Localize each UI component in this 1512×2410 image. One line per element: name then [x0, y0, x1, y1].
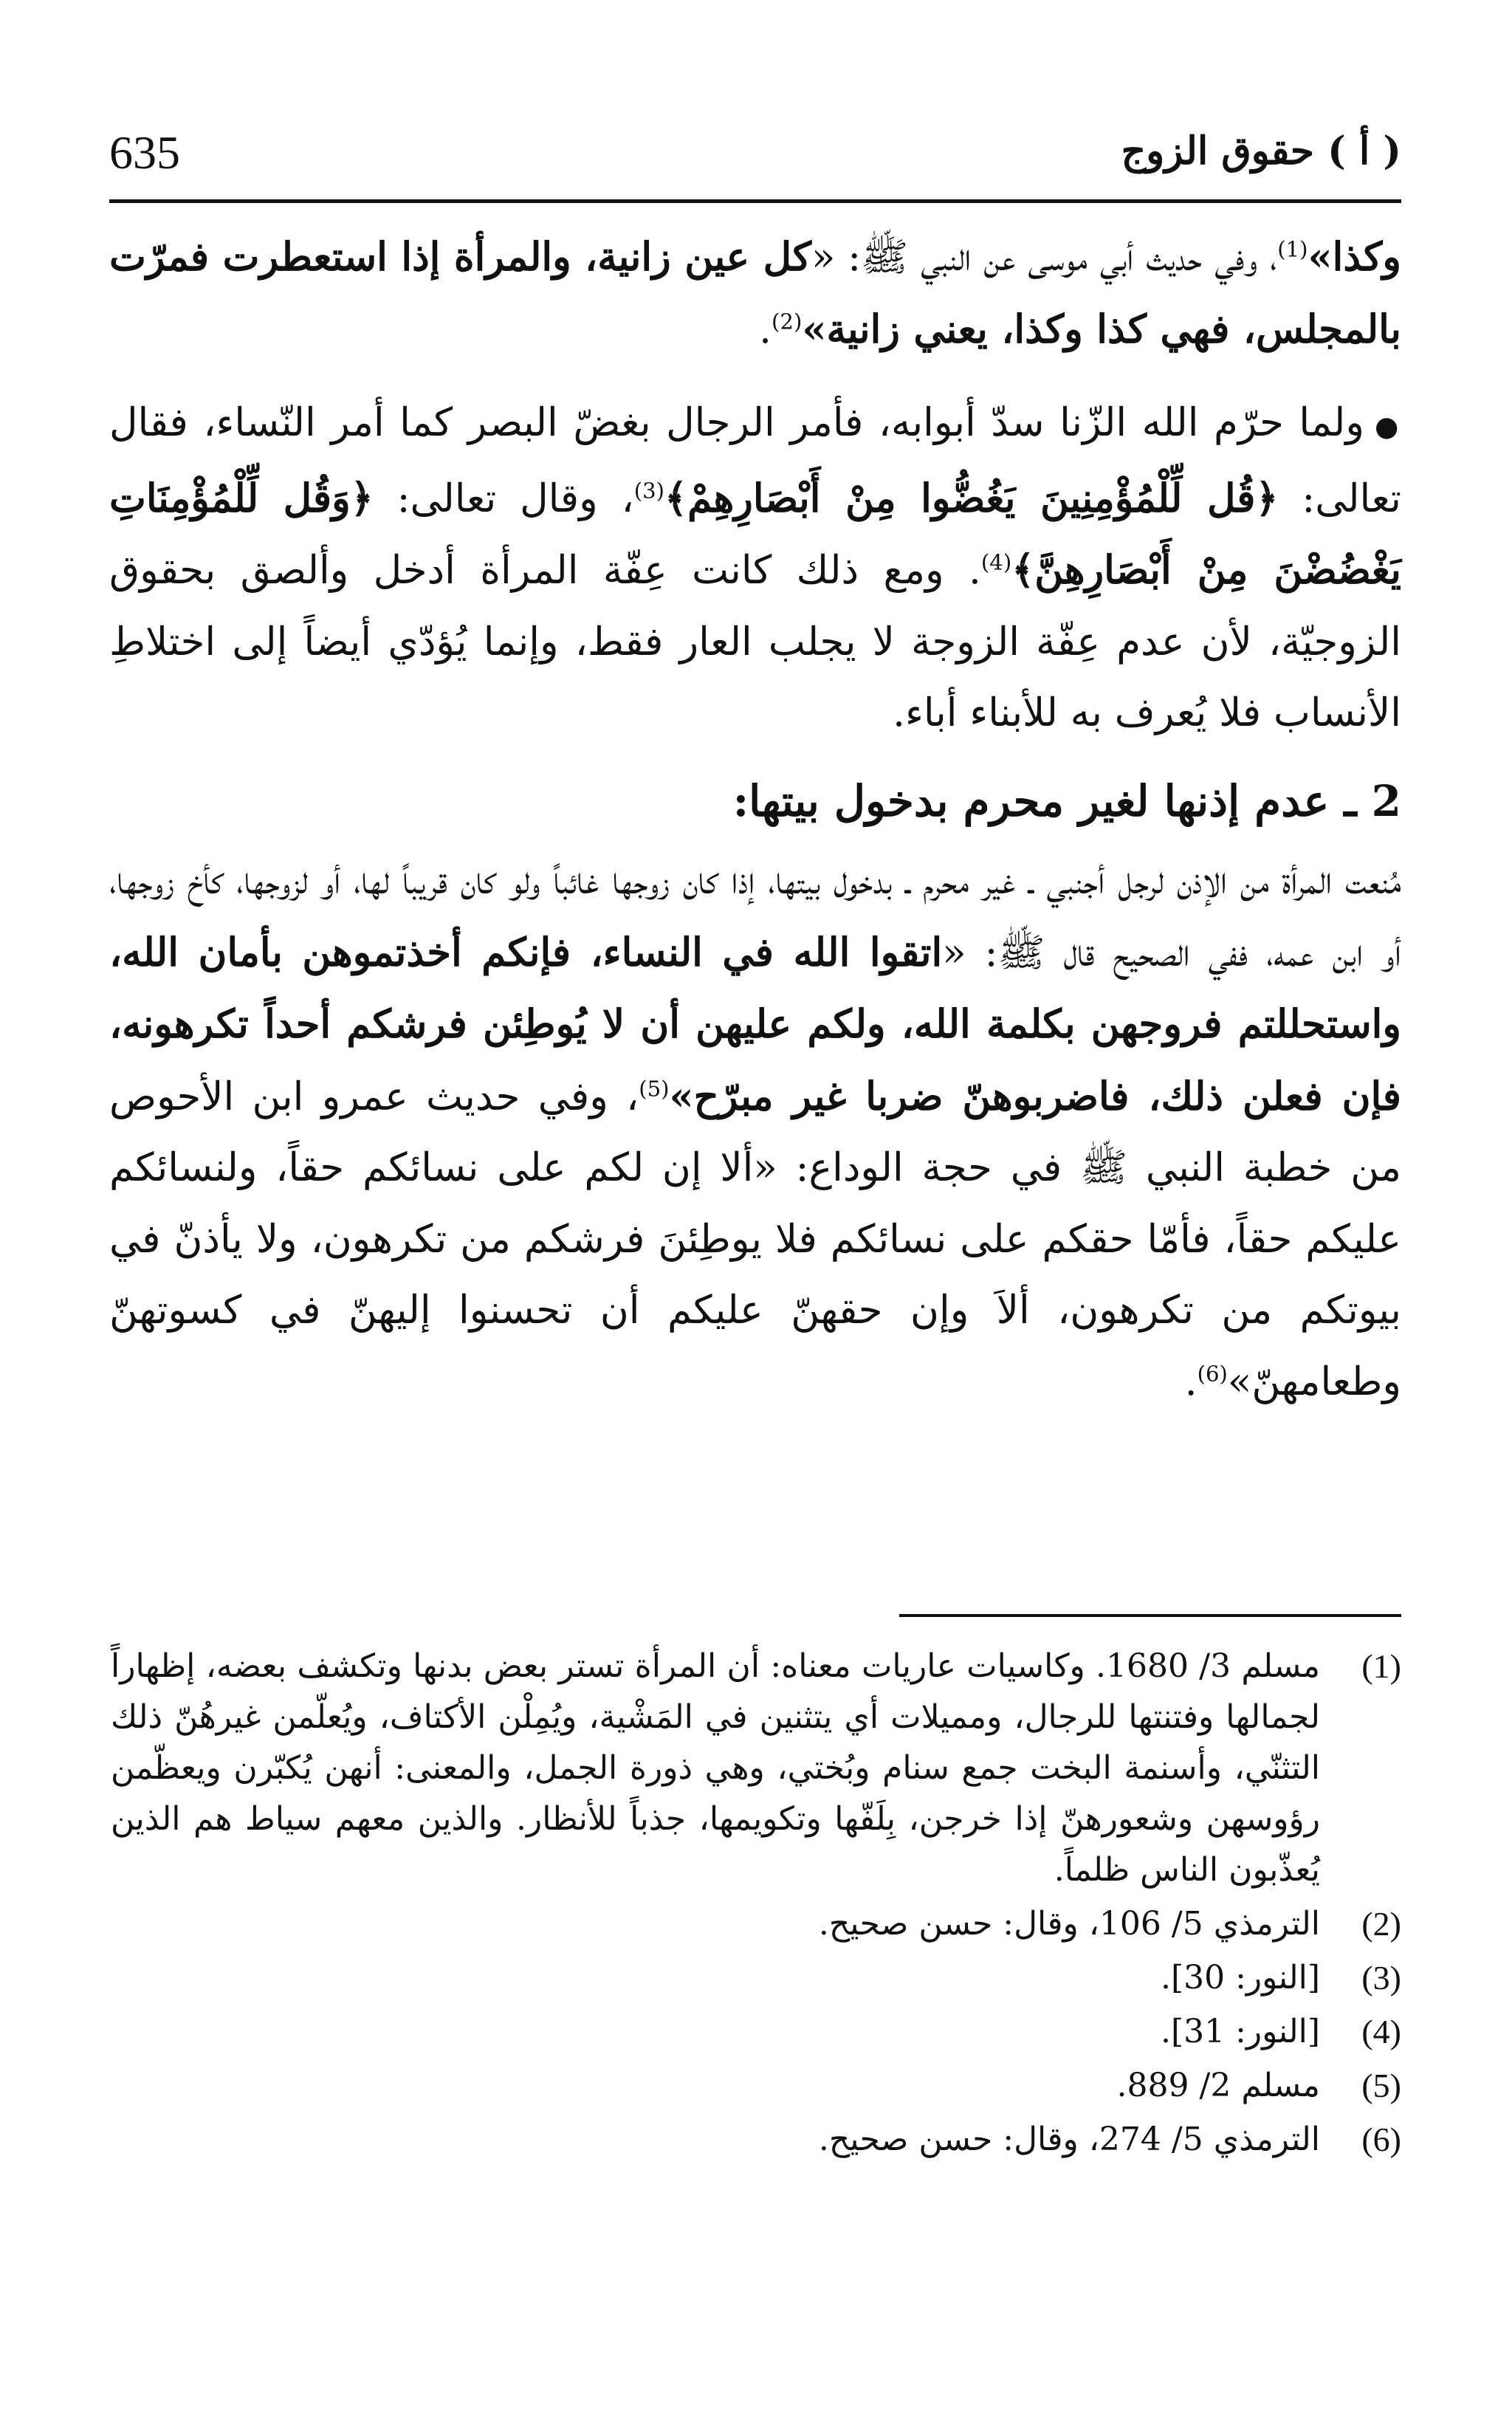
footnote-2	[111, 1898, 1401, 1949]
footnote-5	[111, 2060, 1401, 2111]
footnote-ref-2: (2)	[772, 308, 803, 334]
paragraph-2	[109, 388, 1401, 749]
text-run: . ومع ذلك كانت عِفّة المرأة أدخل وألصق بحقوق الزوجيّة، لأن عدم عِفّة الزوجة لا يجلب العار فقط، وإنما يُؤدّي أيضاً إلى اختلاطِ الأنساب فلا يُعرف به للأبناء أباء.	[109, 548, 1401, 735]
footnote-number: (2)	[1361, 1905, 1401, 1943]
bullet-icon: ●	[1374, 411, 1401, 442]
footnote-number: (5)	[1361, 2067, 1401, 2104]
text-run: ، وقال تعالى:	[373, 476, 634, 521]
footnote-text: [النور: 31].	[1160, 2013, 1320, 2050]
footnote-ref-6: (6)	[1197, 1360, 1228, 1386]
body-text	[109, 222, 1401, 1418]
footnote-1	[111, 1641, 1401, 1895]
text-run: مُنعت المرأة من الإذن لرجل أجنبي ـ غير محرم ـ بدخول بيتها، إذا كان زوجها غائباً ولو كان قريباً لها، أو لزوجها، كأخ زوجها، أو ابن عمه، ففي الصحيح قال ﷺ: «	[109, 858, 1401, 975]
footnote-text: الترمذي 5/ 274، وقال: حسن صحيح.	[818, 2121, 1320, 2158]
footnote-ref-4: (4)	[980, 549, 1012, 575]
footnote-number: (6)	[1361, 2121, 1401, 2158]
footnote-ref-3: (3)	[633, 477, 665, 503]
footnote-6	[111, 2114, 1401, 2165]
footnote-number: (3)	[1361, 1959, 1401, 1997]
footnote-4	[111, 2006, 1401, 2057]
page-number: 635	[109, 126, 180, 179]
paragraph-1	[109, 222, 1401, 365]
footnote-number: (4)	[1361, 2013, 1401, 2050]
footnote-number: (1)	[1361, 1647, 1401, 1685]
footnotes	[111, 1641, 1401, 2168]
running-title: ( أ ) حقوق الزوج	[1121, 128, 1401, 174]
text-run: ولما حرّم الله الزّنا سدّ أبوابه، فأمر الرجال بغضّ البصر كما أمر النّساء، فقال تعالى:	[109, 400, 1401, 521]
text-run: ، وفي حديث أبي موسى عن النبي ﷺ: «	[811, 235, 1278, 280]
page-header	[109, 112, 1401, 193]
footnote-rule	[899, 1614, 1401, 1617]
quran-verse: ﴿وَقُل لِّلْمُؤْمِنَاتِ يَغْضُضْنَ مِنْ أَبْصَارِهِنَّ﴾	[109, 475, 1401, 593]
footnote-text: مسلم 3/ 1680. وكاسيات عاريات معناه: أن المرأة تستر بعض بدنها وتكشف بعضه، إظهاراً لجمالها وفتنتها للرجال، ومميلات أي يتثنين في المَشْية، ويُمِلْن الأكتاف، ويُعلّمن غيرهُنّ ذلك التثنّي، وأسنمة البخت جمع سنام وبُختي، وهي ذورة الجمل، والمعنى: أنهن يُكبّرن ويعظّمن رؤوسهن وشعورهنّ إذا خرجن، بِلَفّها وتكويمها، جذباً للأنظار. والذين معهم سياط هم الذين يُعذّبون الناس ظلماً.	[111, 1647, 1321, 1889]
section-heading: 2 ـ عدم إذنها لغير محرم بدخول بيتها:	[732, 775, 1401, 826]
footnote-ref-1: (1)	[1277, 236, 1308, 262]
hadith-quote: كل عين زانية، والمرأة إذا استعطرت فمرّت بالمجلس، فهي كذا وكذا، يعني زانية»	[109, 234, 1401, 352]
text-run: .	[1184, 1359, 1197, 1404]
footnote-text: [النور: 30].	[1160, 1959, 1320, 1997]
footnote-text: مسلم 2/ 889.	[1116, 2067, 1320, 2104]
hadith-quote: اتقوا الله في النساء، فإنكم أخذتموهن بأمان الله، واستحللتم فروجهن بكلمة الله، ولكم عليهن أن لا يُوطِئن فرشكم أحداً تكرهونه، فإن فعلن ذلك، فاضربوهنّ ضربا غير مبرّح»	[109, 929, 1401, 1119]
paragraph-3	[109, 845, 1401, 1418]
quran-verse: ﴿قُل لِّلْمُؤْمِنِينَ يَغُضُّوا مِنْ أَبْصَارِهِمْ﴾	[664, 475, 1279, 521]
footnote-ref-5: (5)	[639, 1075, 670, 1101]
footnote-text: الترمذي 5/ 106، وقال: حسن صحيح.	[818, 1905, 1320, 1943]
text-run: ، وفي حديث عمرو ابن الأحوص من خطبة النبي ﷺ في حجة الوداع: «ألا إن لكم على نسائكم حقاً، ولنسائكم عليكم حقاً، فأمّا حقكم على نسائكم فلا يوطِئنَ فرشكم من تكرهون، ولا يأذنّ في بيوتكم من تكرهون، ألاَ وإن حقهنّ عليكم أن تحسنوا إليهنّ في كسوتهنّ وطعامهنّ»	[109, 1074, 1401, 1404]
quote-fragment: وكذا»	[1307, 234, 1401, 280]
footnote-3	[111, 1952, 1401, 2003]
text-run: .	[759, 306, 772, 352]
header-rule	[109, 199, 1401, 203]
